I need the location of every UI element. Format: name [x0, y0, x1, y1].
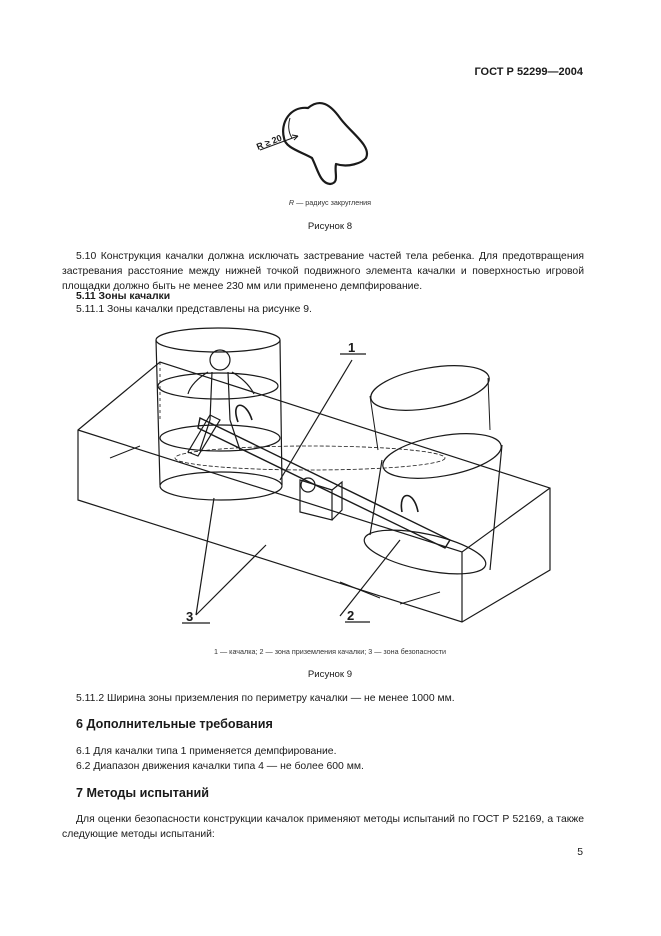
figure-9-legend: 1 — качалка; 2 — зона приземления качалки; 3 — зона безопасности — [213, 647, 447, 656]
figure-8-drawing — [250, 88, 390, 193]
paragraph-5-11-2: 5.11.2 Ширина зоны приземления по периметру качалки — не менее 1000 мм. — [76, 693, 455, 704]
paragraph-7-intro: Для оценки безопасности конструкции качалок применяют методы испытаний по ГОСТ Р 52169, а также следующие методы испытаний: — [62, 814, 584, 840]
paragraph-6-2: 6.2 Диапазон движения качалки типа 4 — не более 600 мм. — [76, 761, 364, 772]
paragraph-5-11-1: 5.11.1 Зоны качалки представлены на рисунке 9. — [76, 304, 312, 315]
figure-9-drawing — [70, 330, 560, 635]
legend-text-r: — радиус закругления — [294, 198, 372, 207]
figure-9-caption: Рисунок 9 — [307, 669, 353, 680]
heading-section-7: 7 Методы испытаний — [76, 786, 209, 800]
figure-8-caption: Рисунок 8 — [307, 221, 353, 232]
paragraph-6-1: 6.1 Для качалки типа 1 применяется демпфирование. — [76, 746, 337, 757]
paragraph-5-10: 5.10 Конструкция качалки должна исключать застревание частей тела ребенка. Для предотвращения застревания расстояние между нижней точкой подвижного элемента качалки и поверхностью игровой площадки должно быть не менее 230 мм или применено демпфирование. — [62, 251, 584, 292]
heading-section-6: 6 Дополнительные требования — [76, 717, 273, 731]
callout-2: 2 — [347, 608, 355, 623]
figure-8-legend — [200, 198, 460, 207]
document-code: ГОСТ Р 52299—2004 — [474, 66, 583, 78]
callout-3: 3 — [186, 609, 194, 624]
radius-label: R ≥ 20 — [255, 132, 284, 152]
callout-1: 1 — [348, 340, 356, 355]
legend-symbol-r: R — [288, 198, 295, 207]
heading-5-11: 5.11 Зоны качалки — [76, 291, 171, 302]
page-number: 5 — [577, 847, 583, 858]
